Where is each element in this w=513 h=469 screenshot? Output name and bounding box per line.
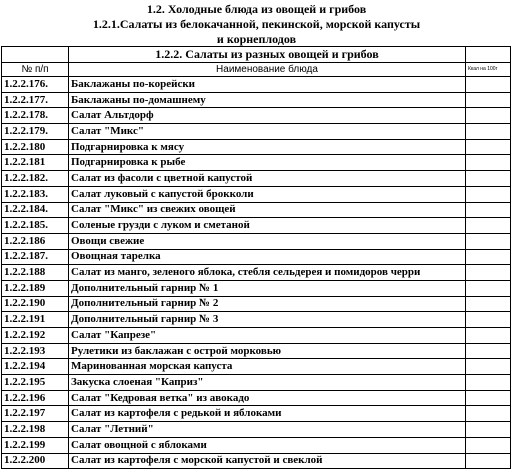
table-row <box>2 155 511 171</box>
table-row <box>2 328 511 344</box>
section-title: 1.2.2. Салаты из разных овощей и грибов <box>69 47 466 63</box>
table-row <box>2 280 511 296</box>
table-row <box>2 218 511 234</box>
dish-number: 1.2.2.182. <box>2 171 69 187</box>
dish-number: 1.2.2.181 <box>2 155 69 171</box>
column-header-kcal: Ккал на 100г <box>466 63 511 77</box>
dish-name: Салат из манго, зеленого яблока, стебля сельдерея и помидоров черри <box>69 265 466 281</box>
dish-number: 1.2.2.196 <box>2 390 69 406</box>
table-row <box>2 343 511 359</box>
heading-root-vegetables: и корнеплодов <box>216 32 297 46</box>
table-row <box>2 233 511 249</box>
dish-number: 1.2.2.180 <box>2 139 69 155</box>
heading-cabbage-salads: 1.2.1.Салаты из белокачанной, пекинской, морской капусты <box>92 17 421 31</box>
dish-kcal <box>466 77 511 93</box>
dish-name: Дополнительный гарнир № 2 <box>69 296 466 312</box>
dish-kcal <box>466 328 511 344</box>
dish-name: Салат "Микс" <box>69 124 466 140</box>
dish-kcal <box>466 249 511 265</box>
table-row <box>2 171 511 187</box>
dish-number: 1.2.2.178. <box>2 108 69 124</box>
dish-kcal <box>466 108 511 124</box>
section-empty-cell <box>2 47 69 63</box>
dish-name: Салат "Летний" <box>69 422 466 438</box>
dish-number: 1.2.2.177. <box>2 92 69 108</box>
table-row <box>2 375 511 391</box>
dish-number: 1.2.2.195 <box>2 375 69 391</box>
dish-number: 1.2.2.197 <box>2 406 69 422</box>
dish-number: 1.2.2.199 <box>2 437 69 453</box>
dish-name: Салат "Микс" из свежих овощей <box>69 202 466 218</box>
table-row <box>2 77 511 93</box>
dish-kcal <box>466 233 511 249</box>
dish-name: Салат из картофеля с редькой и яблоками <box>69 406 466 422</box>
dish-number: 1.2.2.189 <box>2 280 69 296</box>
dish-name: Салат "Кедровая ветка" из авокадо <box>69 390 466 406</box>
dish-number: 1.2.2.191 <box>2 312 69 328</box>
dish-number: 1.2.2.192 <box>2 328 69 344</box>
table-row <box>2 124 511 140</box>
table-row <box>2 139 511 155</box>
dish-name: Салат овощной с яблоками <box>69 437 466 453</box>
dish-name: Салат луковый с капустой брокколи <box>69 186 466 202</box>
dish-name: Рулетики из баклажан с острой морковью <box>69 343 466 359</box>
dish-kcal <box>466 422 511 438</box>
section-empty-cell <box>466 47 511 63</box>
heading-cold-dishes: 1.2. Холодные блюда из овощей и грибов <box>146 2 367 16</box>
dish-number: 1.2.2.198 <box>2 422 69 438</box>
dish-number: 1.2.2.190 <box>2 296 69 312</box>
dish-number: 1.2.2.193 <box>2 343 69 359</box>
dish-number: 1.2.2.200 <box>2 453 69 469</box>
dish-kcal <box>466 375 511 391</box>
dish-name: Маринованная морская капуста <box>69 359 466 375</box>
table-row <box>2 390 511 406</box>
dish-name: Овощная тарелка <box>69 249 466 265</box>
table-row <box>2 422 511 438</box>
dish-number: 1.2.2.176. <box>2 77 69 93</box>
dish-number: 1.2.2.194 <box>2 359 69 375</box>
dish-number: 1.2.2.179. <box>2 124 69 140</box>
dish-name: Дополнительный гарнир № 3 <box>69 312 466 328</box>
dish-kcal <box>466 390 511 406</box>
dish-number: 1.2.2.186 <box>2 233 69 249</box>
table-row <box>2 202 511 218</box>
dish-kcal <box>466 265 511 281</box>
dish-kcal <box>466 171 511 187</box>
dish-number: 1.2.2.188 <box>2 265 69 281</box>
dish-name: Салат из фасоли с цветной капустой <box>69 171 466 187</box>
dish-kcal <box>466 312 511 328</box>
dish-kcal <box>466 453 511 469</box>
dish-name: Баклажаны по-корейски <box>69 77 466 93</box>
dish-name: Баклажаны по-домашнему <box>69 92 466 108</box>
column-header-row <box>2 63 511 77</box>
dish-name: Подгарнировка к мясу <box>69 139 466 155</box>
dish-name: Салат Альтдорф <box>69 108 466 124</box>
dish-kcal <box>466 280 511 296</box>
table-row <box>2 92 511 108</box>
dish-name: Салат "Капрезе" <box>69 328 466 344</box>
table-row <box>2 312 511 328</box>
table-row <box>2 296 511 312</box>
dish-kcal <box>466 359 511 375</box>
section-row <box>2 47 511 63</box>
column-header-name: Наименование блюда <box>69 63 466 77</box>
dish-kcal <box>466 218 511 234</box>
dish-name: Дополнительный гарнир № 1 <box>69 280 466 296</box>
dish-name: Закуска слоеная "Каприз" <box>69 375 466 391</box>
dish-kcal <box>466 202 511 218</box>
dish-kcal <box>466 139 511 155</box>
column-header-number: № п/п <box>2 63 69 77</box>
dish-kcal <box>466 155 511 171</box>
table-row <box>2 406 511 422</box>
menu-table <box>1 46 511 469</box>
dish-kcal <box>466 343 511 359</box>
dish-number: 1.2.2.184. <box>2 202 69 218</box>
table-row <box>2 108 511 124</box>
dish-name: Салат из картофеля с морской капустой и свеклой <box>69 453 466 469</box>
dish-name: Подгарнировка к рыбе <box>69 155 466 171</box>
table-row <box>2 186 511 202</box>
dish-kcal <box>466 92 511 108</box>
dish-kcal <box>466 406 511 422</box>
dish-number: 1.2.2.185. <box>2 218 69 234</box>
table-row <box>2 265 511 281</box>
dish-kcal <box>466 186 511 202</box>
dish-kcal <box>466 124 511 140</box>
table-row <box>2 249 511 265</box>
table-row <box>2 359 511 375</box>
dish-number: 1.2.2.183. <box>2 186 69 202</box>
dish-kcal <box>466 296 511 312</box>
dish-name: Овощи свежие <box>69 233 466 249</box>
dish-number: 1.2.2.187. <box>2 249 69 265</box>
dish-name: Соленые грузди с луком и сметаной <box>69 218 466 234</box>
table-row <box>2 453 511 469</box>
